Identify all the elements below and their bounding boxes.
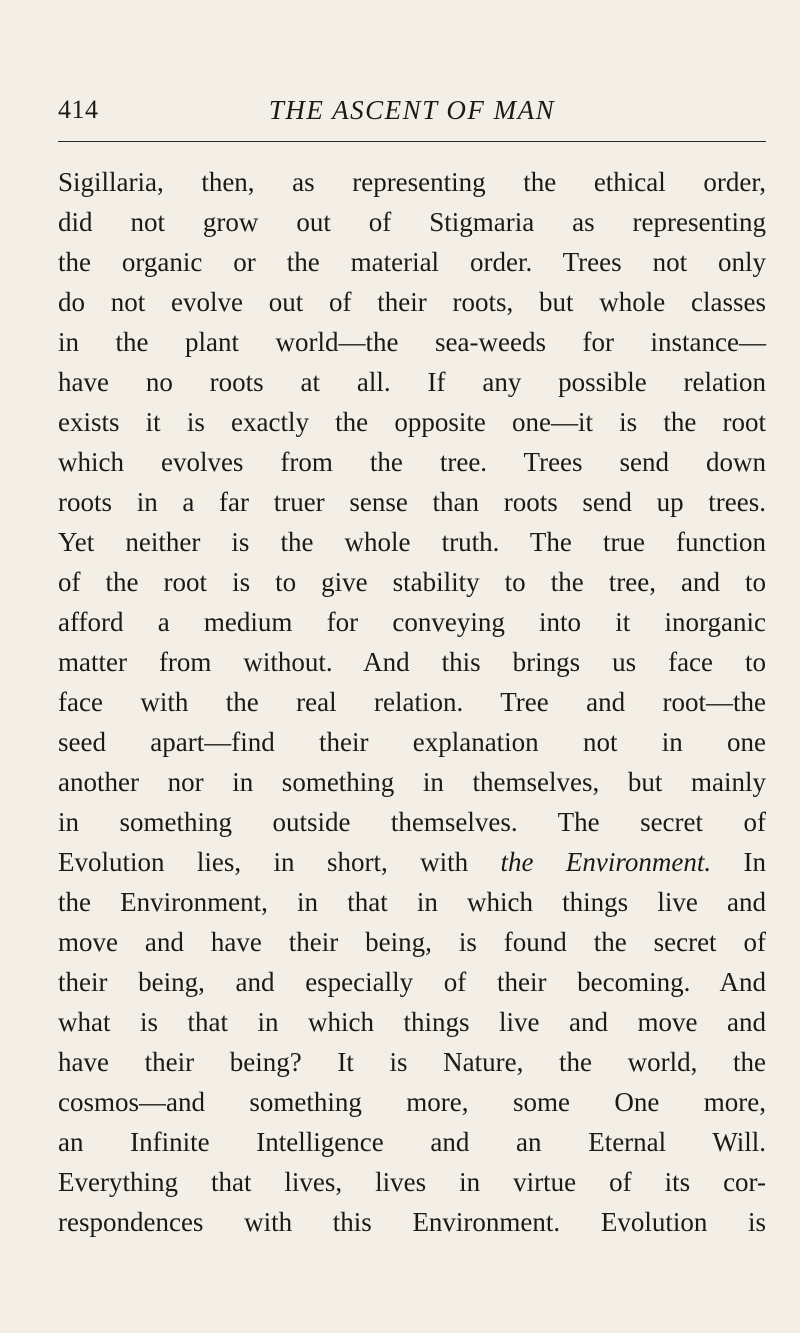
text-line (58, 602, 766, 642)
text-span: matter from without. And this brings us face to (58, 647, 766, 677)
text-line (58, 362, 766, 402)
text-line (58, 682, 766, 722)
text-span: cosmos—and something more, some One more, (58, 1087, 766, 1117)
text-span: what is that in which things live and move and (58, 1007, 766, 1037)
text-span: move and have their being, is found the secret of (58, 927, 766, 957)
text-span: face with the real relation. Tree and root—the (58, 687, 766, 717)
text-line (58, 1002, 766, 1042)
text-span: of the root is to give stability to the tree, and to (58, 567, 766, 597)
text-span: the Environment, in that in which things live and (58, 887, 766, 917)
text-span: Everything that lives, lives in virtue of its cor- (58, 1167, 766, 1197)
text-span: another nor in something in themselves, but mainly (58, 767, 766, 797)
text-line (58, 802, 766, 842)
text-line (58, 1122, 766, 1162)
text-line (58, 642, 766, 682)
text-span: have their being? It is Nature, the world, the (58, 1047, 766, 1077)
text-line (58, 562, 766, 602)
text-line (58, 722, 766, 762)
text-span: Sigillaria, then, as representing the ethical order, (58, 167, 766, 197)
text-span: which evolves from the tree. Trees send down (58, 447, 766, 477)
text-span: seed apart—find their explanation not in one (58, 727, 766, 757)
text-line (58, 842, 766, 882)
text-line (58, 242, 766, 282)
text-span: an Infinite Intelligence and an Eternal Will. (58, 1127, 766, 1157)
text-span: In (711, 847, 767, 877)
text-span: in the plant world—the sea-weeds for instance— (58, 327, 766, 357)
text-line (58, 402, 766, 442)
body-paragraph (58, 162, 766, 1242)
text-line (58, 482, 766, 522)
text-line (58, 322, 766, 362)
text-span: Evolution lies, in short, with (58, 847, 501, 877)
page-number: 414 (58, 95, 99, 124)
text-span: respondences with this Environment. Evolution is (58, 1207, 766, 1237)
running-head (58, 95, 766, 139)
text-span: the organic or the material order. Trees not only (58, 247, 766, 277)
text-line (58, 882, 766, 922)
text-span: Yet neither is the whole truth. The true function (58, 527, 766, 557)
text-line (58, 1042, 766, 1082)
text-span: did not grow out of Stigmaria as representing (58, 207, 766, 237)
text-span: roots in a far truer sense than roots send up trees. (58, 487, 766, 517)
header-rule (58, 141, 766, 142)
text-line (58, 202, 766, 242)
text-line (58, 922, 766, 962)
text-line (58, 282, 766, 322)
italic-emphasis: the Environment. (500, 847, 712, 877)
text-line (58, 162, 766, 202)
running-title: THE ASCENT OF MAN (268, 95, 556, 125)
text-line (58, 762, 766, 802)
text-line (58, 1162, 766, 1202)
text-span: in something outside themselves. The secret of (58, 807, 766, 837)
text-span: exists it is exactly the opposite one—it is the root (58, 407, 766, 437)
text-line (58, 442, 766, 482)
text-span: afford a medium for conveying into it inorganic (58, 607, 766, 637)
text-line (58, 1082, 766, 1122)
text-line (58, 1202, 766, 1242)
text-line (58, 522, 766, 562)
text-span: have no roots at all. If any possible relation (58, 367, 766, 397)
text-span: their being, and especially of their becoming. And (58, 967, 766, 997)
text-line (58, 962, 766, 1002)
text-span: do not evolve out of their roots, but whole classes (58, 287, 766, 317)
